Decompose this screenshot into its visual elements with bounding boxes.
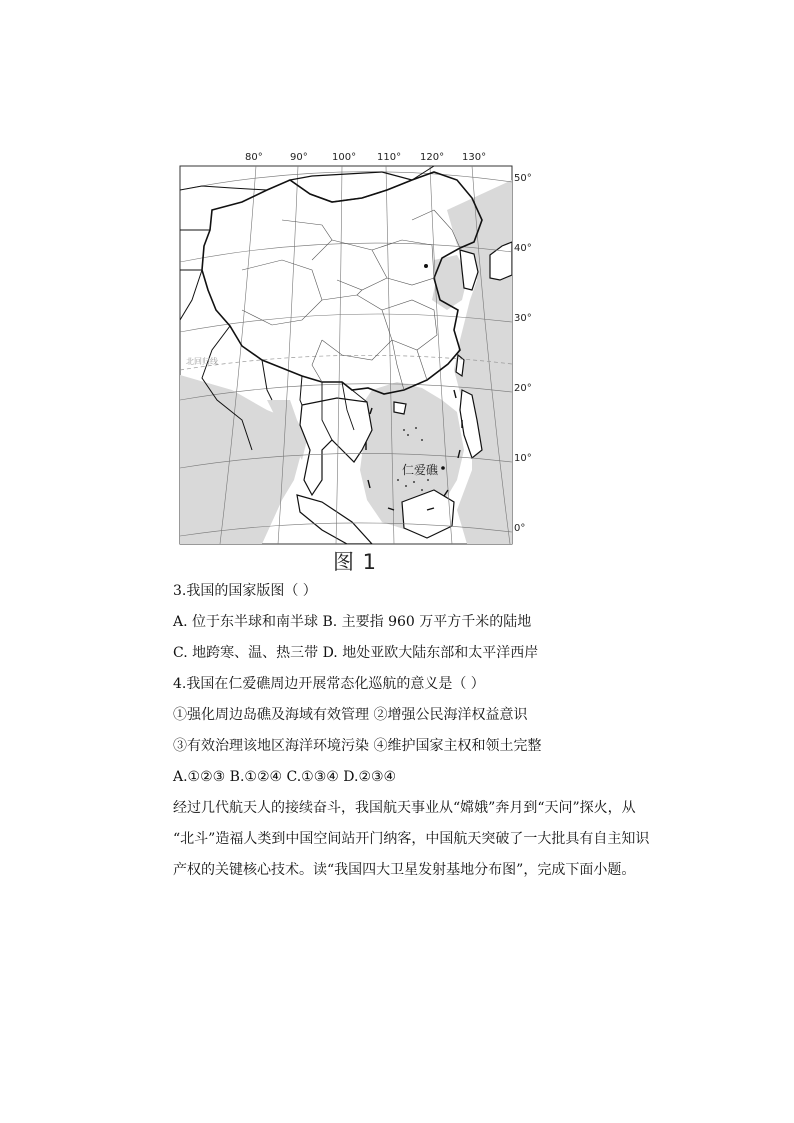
question-4-options: A.①②③ B.①②④ C.①③④ D.②③④ (173, 769, 397, 785)
passage-line-2: “北斗”造福人类到中国空间站开门纳客，中国航天突破了一大批具有自主知识 (173, 831, 650, 847)
question-4-stem: 4.我国在仁爱礁周边开展常态化巡航的意义是（ ） (173, 676, 485, 692)
passage-line-3: 产权的关键核心技术。读“我国四大卫星发射基地分布图”，完成下面小题。 (173, 862, 636, 878)
longitude-label: 100° (332, 152, 357, 163)
longitude-label: 90° (290, 152, 308, 163)
latitude-label: 20° (514, 383, 532, 394)
latitude-label: 10° (514, 453, 532, 464)
tropic-of-cancer-label: 北回归线 (186, 357, 218, 366)
question-4-items-row2: ③有效治理该地区海洋环境污染 ④维护国家主权和领土完整 (173, 738, 542, 754)
latitude-label: 0° (514, 523, 526, 534)
question-3-options-row1: A. 位于东半球和南半球 B. 主要指 960 万平方千米的陆地 (173, 614, 532, 630)
question-4-items-row1: ①强化周边岛礁及海域有效管理 ②增强公民海洋权益意识 (173, 707, 528, 723)
figure-caption: 图 1 (333, 550, 378, 574)
latitude-label: 30° (514, 313, 532, 324)
question-3-options-row2: C. 地跨寒、温、热三带 D. 地处亚欧大陆东部和太平洋西岸 (173, 645, 539, 661)
latitude-label: 40° (514, 243, 532, 254)
figure-1-map (172, 150, 532, 570)
longitude-label: 110° (377, 152, 402, 163)
latitude-label: 50° (514, 173, 532, 184)
renai-reef-marker (441, 466, 445, 470)
passage-line-1: 经过几代航天人的接续奋斗，我国航天事业从“嫦娥”奔月到“天问”探火，从 (173, 800, 636, 816)
longitude-label: 130° (462, 152, 487, 163)
renai-reef-label: 仁爱礁 (402, 463, 439, 477)
longitude-label: 80° (245, 152, 263, 163)
longitude-label: 120° (420, 152, 445, 163)
question-3-stem: 3.我国的国家版图（ ） (173, 583, 317, 599)
beijing-marker (424, 264, 428, 268)
map-graphic (172, 150, 532, 570)
